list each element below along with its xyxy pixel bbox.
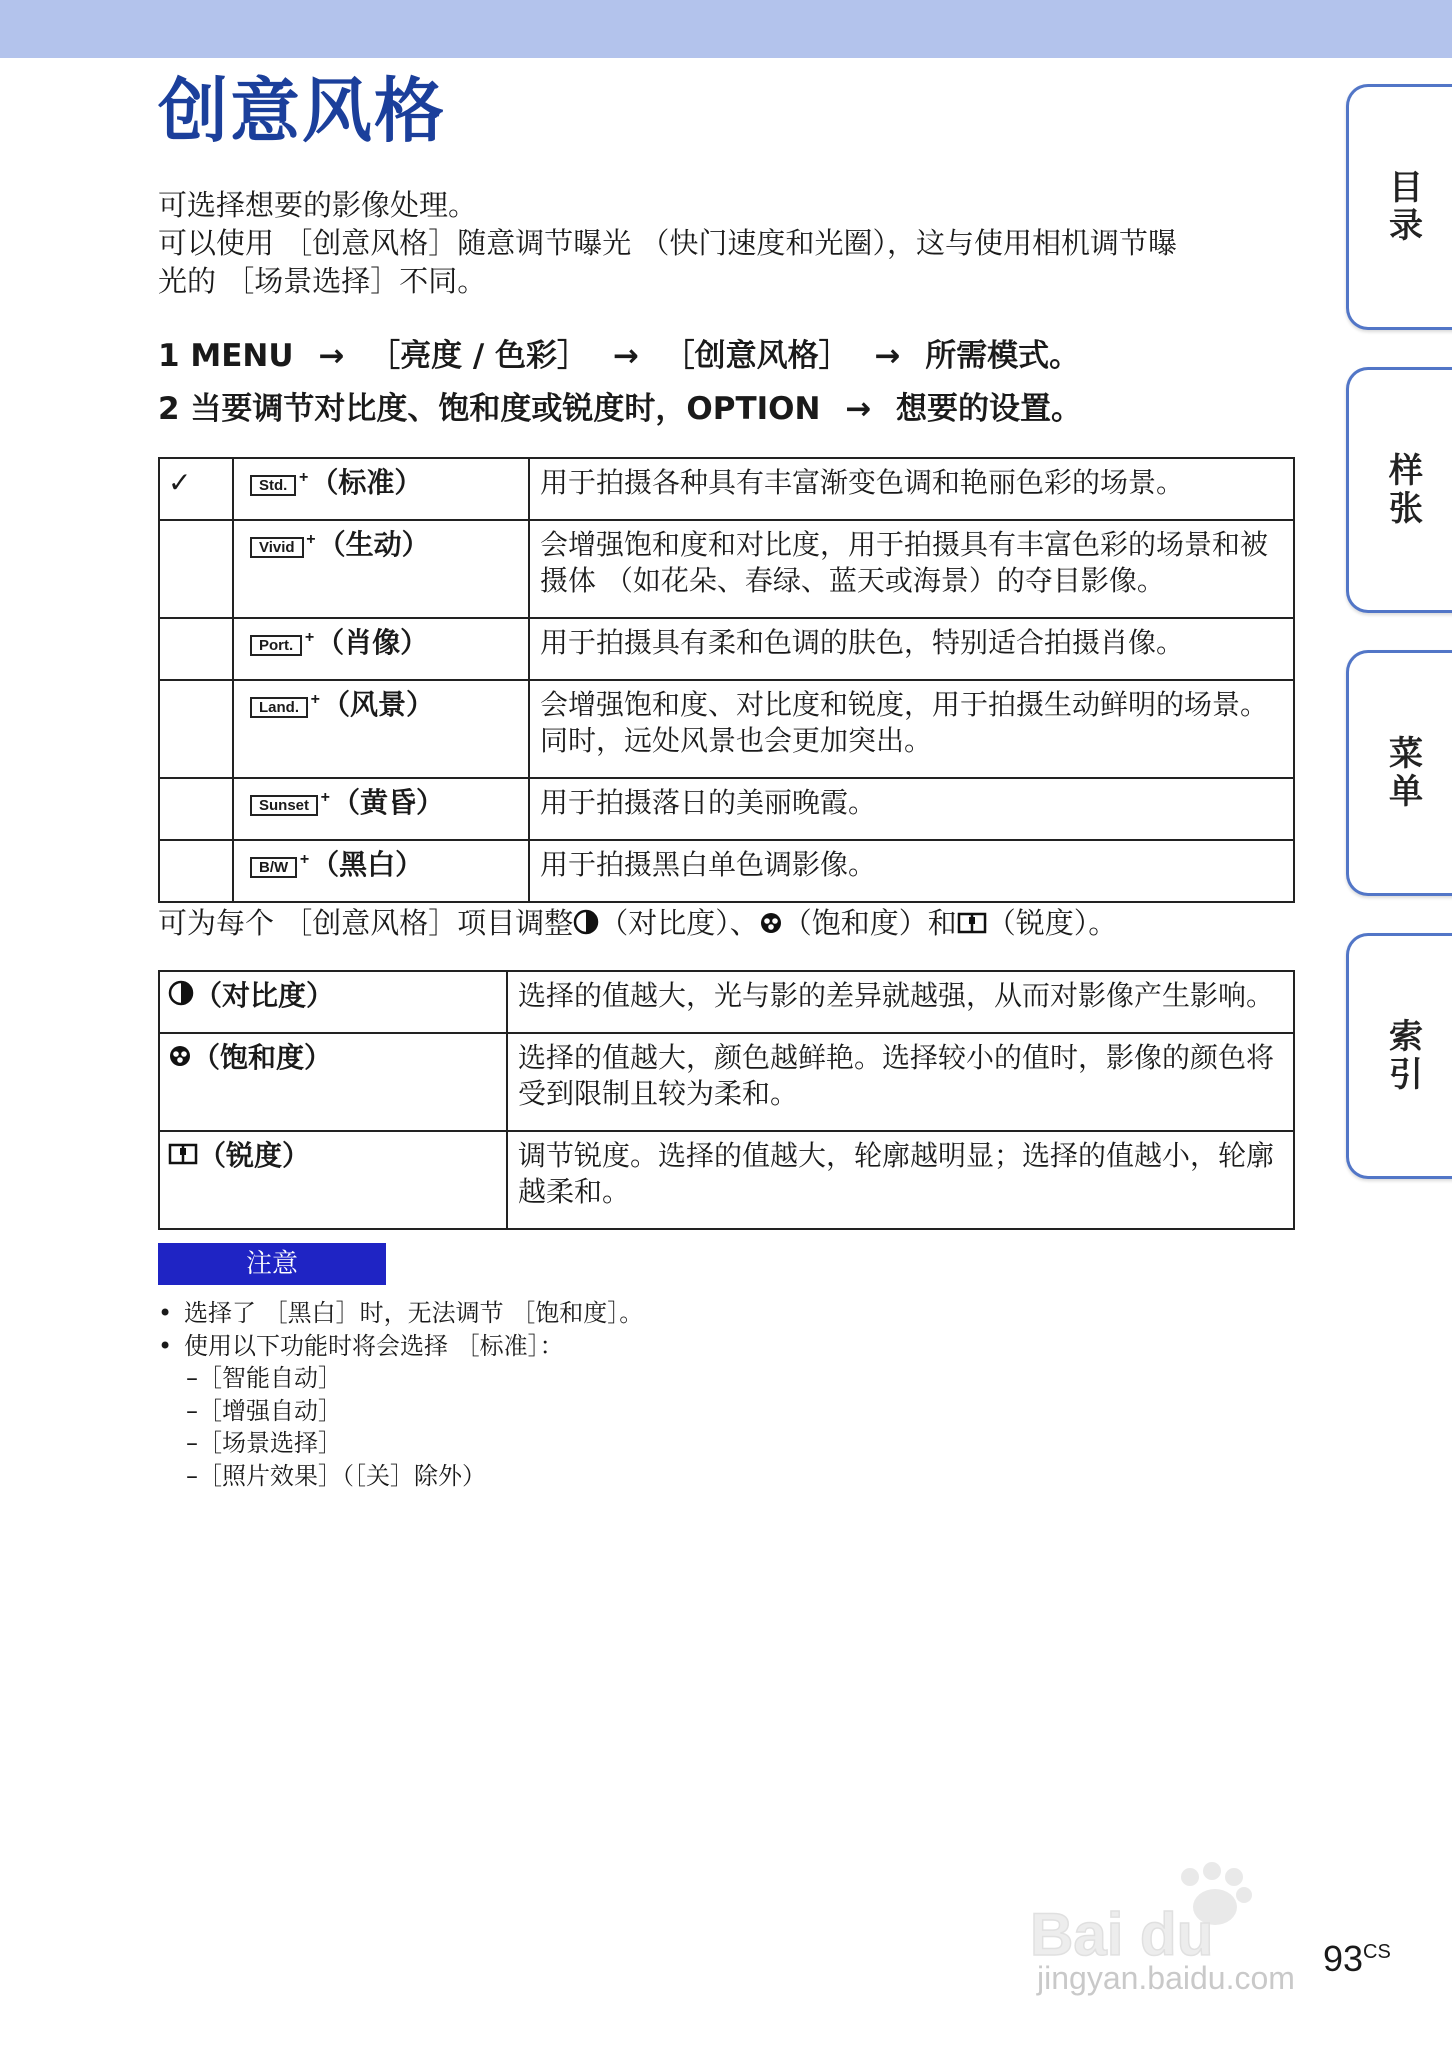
empty-cell [159, 618, 233, 680]
mode-description: 会增强饱和度和对比度，用于拍摄具有丰富色彩的场景和被摄体 （如花朵、春绿、蓝天或海景）的夺目影像。 [529, 520, 1294, 618]
style-badge-icon: Sunset + [250, 795, 318, 816]
adjust-contrast-label: （对比度）、 [599, 906, 759, 940]
mode-name: （生动） [317, 528, 430, 561]
tab-index[interactable] [1346, 933, 1452, 1179]
tab-label: 样张 [1382, 452, 1423, 528]
mode-description: 用于拍摄具有柔和色调的肤色，特别适合拍摄肖像。 [529, 618, 1294, 680]
adjust-name: （饱和度） [192, 1041, 333, 1074]
procedure-steps [158, 330, 1082, 436]
mode-description: 用于拍摄各种具有丰富渐变色调和艳丽色彩的场景。 [529, 458, 1294, 520]
note-heading: 注意 [158, 1243, 386, 1285]
notes-list [158, 1297, 643, 1492]
table-row [159, 520, 1294, 618]
step-text: 想要的设置。 [896, 391, 1083, 427]
step-menu-item: 所需模式。 [925, 338, 1081, 374]
intro-line: 可以使用 ［创意风格］随意调节曝光 （快门速度和光圈），这与使用相机调节曝 [158, 226, 1177, 260]
step-number: 2 [158, 391, 180, 427]
sharpness-icon [957, 905, 987, 945]
adjust-name-cell [159, 971, 507, 1033]
tab-label: 索引 [1382, 1018, 1423, 1094]
mode-cell [233, 680, 529, 778]
mode-name: （标准） [310, 466, 423, 499]
style-badge-icon: Land. + [250, 697, 308, 718]
saturation-icon [759, 905, 783, 945]
adjust-sharpness-label: （锐度）。 [986, 906, 1118, 940]
step-text: 当要调节对比度、饱和度或锐度时，OPTION [190, 391, 821, 427]
tab-samples[interactable] [1346, 367, 1452, 613]
step-1 [158, 330, 1082, 383]
adjust-prefix: 可为每个 ［创意风格］项目调整 [158, 906, 574, 940]
table-row [159, 618, 1294, 680]
arrow-icon: → [318, 338, 345, 374]
note-subitem: –［增强自动］ [186, 1396, 342, 1425]
intro-line: 光的 ［场景选择］不同。 [158, 264, 487, 298]
arrow-icon: → [874, 338, 901, 374]
adjust-name: （对比度） [194, 979, 335, 1012]
adjust-name: （锐度） [198, 1139, 311, 1172]
table-row [159, 458, 1294, 520]
mode-description: 用于拍摄黑白单色调影像。 [529, 840, 1294, 902]
mode-cell [233, 520, 529, 618]
page-suffix: CS [1363, 1941, 1391, 1963]
watermark-url: jingyan.baidu.com [1037, 1960, 1295, 1996]
table-row [159, 1033, 1294, 1131]
mode-description: 会增强饱和度、对比度和锐度，用于拍摄生动鲜明的场景。同时，远处风景也会更加突出。 [529, 680, 1294, 778]
note-bullet: • 使用以下功能时将会选择 ［标准］： [158, 1330, 643, 1363]
top-header-bar [0, 0, 1452, 58]
adjust-saturation-label: （饱和度）和 [782, 906, 957, 940]
adjust-intro [158, 903, 1117, 945]
style-badge-icon: Std. + [250, 475, 296, 496]
empty-cell [159, 520, 233, 618]
page-title: 创意风格 [158, 70, 446, 152]
table-row [159, 778, 1294, 840]
arrow-icon: → [845, 391, 872, 427]
adjust-name-cell [159, 1033, 507, 1131]
note-bullet: • 选择了 ［黑白］时，无法调节 ［饱和度］。 [158, 1297, 643, 1330]
creative-style-table [158, 457, 1295, 903]
adjust-name-cell [159, 1131, 507, 1229]
style-badge-icon: Port. + [250, 635, 302, 656]
mode-description: 用于拍摄落日的美丽晚霞。 [529, 778, 1294, 840]
page-number [1323, 1938, 1391, 1980]
tab-label: 菜单 [1382, 735, 1423, 811]
table-row [159, 680, 1294, 778]
mode-cell [233, 458, 529, 520]
mode-name: （风景） [322, 688, 435, 721]
note-subitem: –［场景选择］ [186, 1429, 342, 1457]
mode-cell [233, 618, 529, 680]
table-row [159, 1131, 1294, 1229]
empty-cell [159, 840, 233, 902]
note-subitem: –［智能自动］ [186, 1364, 342, 1392]
step-menu-item: ［创意风格］ [663, 338, 850, 374]
saturation-icon [168, 1041, 192, 1077]
style-badge-icon: Vivid + [250, 537, 304, 558]
mode-cell [233, 840, 529, 902]
mode-name: （黄昏） [332, 786, 445, 819]
step-menu-item: ［亮度 / 色彩］ [369, 338, 589, 374]
svg-text:Bai du: Bai du [1030, 1901, 1214, 1965]
tab-menu[interactable] [1346, 650, 1452, 896]
empty-cell [159, 778, 233, 840]
step-number: 1 [158, 338, 180, 374]
sharpness-icon [168, 1139, 198, 1175]
arrow-icon: → [612, 338, 639, 374]
adjustment-table [158, 970, 1295, 1230]
note-subitem: –［照片效果］（［关］除外） [186, 1461, 486, 1490]
adjust-description: 调节锐度。选择的值越大，轮廓越明显；选择的值越小，轮廓越柔和。 [507, 1131, 1294, 1229]
contrast-icon [573, 905, 599, 945]
intro-line: 可选择想要的影像处理。 [158, 188, 478, 222]
mode-name: （肖像） [316, 626, 429, 659]
step-2 [158, 383, 1082, 436]
style-badge-icon: B/W + [250, 857, 297, 878]
adjust-description: 选择的值越大，光与影的差异就越强，从而对影像产生影响。 [507, 971, 1294, 1033]
adjust-description: 选择的值越大，颜色越鲜艳。选择较小的值时，影像的颜色将受到限制且较为柔和。 [507, 1033, 1294, 1131]
intro-text [158, 186, 1298, 300]
tab-contents[interactable] [1346, 84, 1452, 330]
table-row [159, 840, 1294, 902]
page-number-value: 93 [1323, 1938, 1364, 1979]
contrast-icon [168, 979, 194, 1015]
step-menu: MENU [190, 338, 294, 374]
empty-cell [159, 680, 233, 778]
table-row [159, 971, 1294, 1033]
default-check-icon: ✓ [159, 458, 233, 520]
watermark-logo [1030, 1855, 1360, 1969]
mode-name: （黑白） [311, 848, 424, 881]
mode-cell [233, 778, 529, 840]
tab-label: 目录 [1382, 169, 1423, 245]
